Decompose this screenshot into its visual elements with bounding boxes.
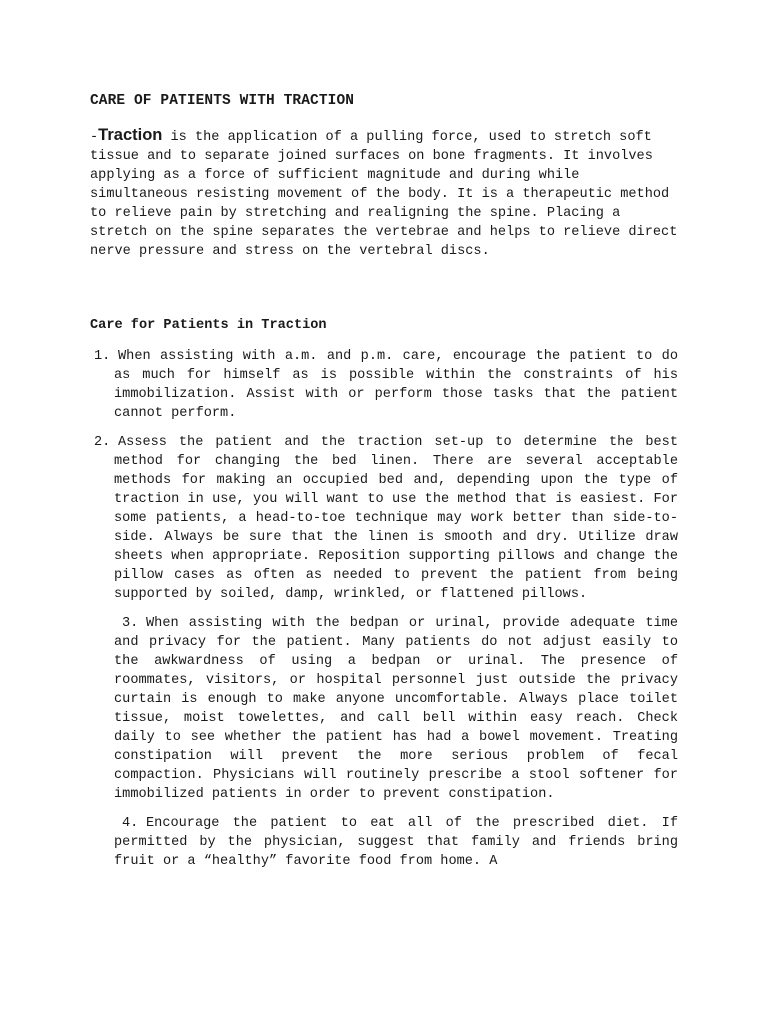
list-item-number: 3. <box>122 616 139 631</box>
list-item-text: When assisting with the bedpan or urinal, provide adequate time and privacy for the patient. Many patients do not adjust easily to the awkwardness of using a bedpan or urinal. The presence of roommates, visitors, or hospital personnel just outside the privacy curtain is enough to make anyone uncomfortable. Always place toilet tissue, moist towelettes, and call bell within easy reach. Check daily to see whether the patient has had a bowel movement. Treating constipation will prevent the more serious problem of fecal compaction. Physicians will routinely prescribe a stool softener for immobilized patients in order to prevent constipation. <box>114 616 678 802</box>
list-item-number: 1. <box>94 349 111 364</box>
section-heading: Care for Patients in Traction <box>90 318 327 333</box>
list-item-text: Encourage the patient to eat all of the prescribed diet. If permitted by the physician, suggest that family and friends bring fruit or a “healthy” favorite food from home. A <box>114 816 678 869</box>
intro-lead-term: Traction <box>98 126 163 144</box>
care-list <box>90 347 678 881</box>
list-item <box>90 614 678 804</box>
list-item <box>90 347 678 423</box>
list-item <box>90 814 678 871</box>
intro-dash: - <box>90 130 99 145</box>
list-item-text: When assisting with a.m. and p.m. care, encourage the patient to do as much for himself as is possible within the constraints of his immobilization. Assist with or perform those tasks that the patient cannot perform. <box>114 349 678 421</box>
list-item-text: Assess the patient and the traction set-up to determine the best method for changing the bed linen. There are several acceptable methods for making an occupied bed and, depending upon the type of traction in use, you will want to use the method that is easiest. For some patients, a head-to-toe technique may work better than side-to-side. Always be sure that the linen is smooth and dry. Utilize draw sheets when appropriate. Reposition supporting pillows and change the pillow cases as often as needed to prevent the patient from being supported by soiled, damp, wrinkled, or flattened pillows. <box>114 435 678 602</box>
intro-paragraph <box>90 126 678 261</box>
intro-text: is the application of a pulling force, used to stretch soft tissue and to separate joined surfaces on bone fragments. It involves applying as a force of sufficient magnitude and during while simultaneous resisting movement of the body. It is a therapeutic method to relieve pain by stretching and realigning the spine. Placing a stretch on the spine separates the vertebrae and helps to relieve direct nerve pressure and stress on the vertebral discs. <box>90 130 678 259</box>
list-item-number: 4. <box>122 816 139 831</box>
document-title: CARE OF PATIENTS WITH TRACTION <box>90 93 355 109</box>
list-item-number: 2. <box>94 435 111 450</box>
list-item <box>90 433 678 604</box>
